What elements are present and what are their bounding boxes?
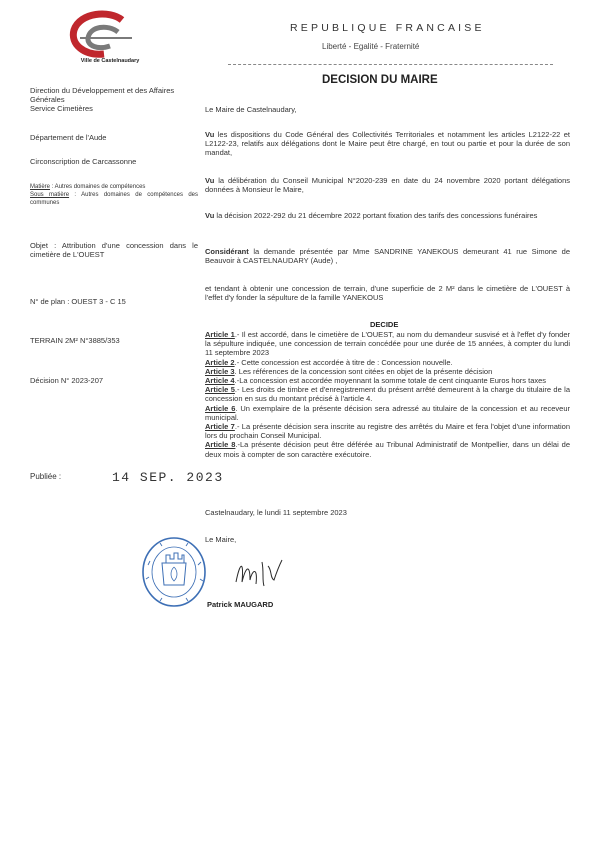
considerant-label: Considérant [205, 247, 249, 256]
article-label: Article 6 [205, 403, 236, 413]
article-label: Article 8 [205, 440, 236, 450]
article-4 [205, 376, 570, 385]
article-text: .- Les droits de timbre et d'enregistrement du présent arrêté demeurent à la charge du titulaire de la concession en sus du montant précisé à l'article 4. [205, 385, 570, 404]
decision-number: Décision N° 2023-207 [30, 376, 104, 385]
article-label: Article 4 [205, 376, 235, 386]
article-label: Article 2 [205, 357, 235, 367]
matiere-text: : Autres domaines de compétences [50, 184, 146, 190]
article-5 [205, 385, 570, 403]
vu-label: Vu [205, 130, 215, 139]
republic-heading: REPUBLIQUE FRANCAISE [290, 22, 485, 34]
le-maire-line: Le Maire, [205, 535, 237, 544]
vu-text: la décision 2022-292 du 21 décembre 2022 portant fixation des tarifs des concessions funéraires [214, 211, 538, 220]
direction-text: Direction du Développement et des Affaires Générales [30, 86, 175, 104]
article-text: .-La présente décision peut être déférée au Tribunal Administratif de Montpellier, dans un délai de deux mois à compter de son caractère exécutoire. [205, 440, 570, 459]
vu-paragraph-2 [205, 176, 570, 194]
article-text: .-La concession est accordée moyennant la somme totale de cent cinquante Euros hors taxes [234, 376, 547, 386]
maire-line: Le Maire de Castelnaudary, [205, 105, 297, 114]
vu-text: les dispositions du Code Général des Collectivités Territoriales et notamment les articles L2122-22 et L2122-23, relatifs aux délégations dont le Maire peut être chargé, en tout ou partie et pour la durée de son mandat, [205, 130, 570, 158]
article-2 [205, 358, 570, 367]
vu-label: Vu [205, 176, 215, 185]
vu-paragraph-1 [205, 130, 570, 158]
article-text: . Les références de la concession sont citées en objet de la présente décision [234, 366, 493, 376]
article-label: Article 7 [205, 422, 235, 432]
considerant-text: la demande présentée par Mme SANDRINE YANEKOUS demeurant 41 rue Simone de Beauvoir à CASTELNAUDARY (Aude) , [205, 247, 570, 266]
matiere-label: Matière [30, 184, 51, 190]
document-title: DECISION DU MAIRE [322, 74, 438, 86]
header-divider [228, 64, 553, 65]
place-date-line: Castelnaudary, le lundi 11 septembre 2023 [205, 508, 347, 517]
circonscription-text: Circonscription de Carcassonne [30, 157, 137, 166]
plan-number: N° de plan : OUEST 3 - C 15 [30, 297, 126, 306]
article-6 [205, 404, 570, 422]
matiere-block [30, 184, 198, 192]
article-text: .- La présente décision sera inscrite au registre des arrêtés du Maire et fera l'objet d'une information lors du prochain Conseil Municipal. [205, 422, 570, 441]
article-8 [205, 440, 570, 458]
publie-date-stamp: 14 SEP. 2023 [112, 470, 224, 485]
tendant-paragraph: et tendant à obtenir une concession de terrain, d'une superficie de 2 M² dans le cimetière de L'OUEST à l'effet d'y fonder la sépulture de la famille YANEKOUS [205, 284, 570, 303]
sous-matiere-block [30, 192, 198, 207]
article-text: .- Cette concession est accordée à titre de : Concession nouvelle. [234, 357, 453, 367]
article-1 [205, 330, 570, 358]
articles-block [205, 330, 570, 459]
objet-text: Objet : Attribution d'une concession dans le cimetière de L'OUEST [30, 241, 198, 259]
logo-caption: Ville de Castelnaudary [80, 58, 140, 64]
vu-text: la délibération du Conseil Municipal N°2020-239 en date du 24 novembre 2020 portant délégations données à Monsieur le Maire, [205, 176, 570, 195]
service-text: Service Cimetières [30, 104, 93, 113]
seal-icon [140, 535, 208, 610]
mayor-signature [232, 552, 292, 592]
vu-label: Vu [205, 211, 215, 220]
decide-heading: DECIDE [370, 320, 399, 329]
article-text: .- Il est accordé, dans le cimetière de L'OUEST, au nom du demandeur susvisé et à l'effet d'y fonder la sépulture indiquée, une concession de terrain concédée pour une durée de 15 années, à compter du lundi 11 septembre 2023 [205, 330, 570, 358]
republic-motto: Liberté - Egalité - Fraternité [322, 42, 420, 51]
article-label: Article 5 [205, 385, 235, 395]
signer-name: Patrick MAUGARD [207, 600, 274, 609]
signature-icon [232, 552, 292, 592]
article-7 [205, 422, 570, 440]
article-text: . Un exemplaire de la présente décision sera adressé au titulaire de la concession et au receveur municipal. [205, 403, 570, 422]
sous-matiere-label: Sous matière [30, 192, 70, 198]
sous-matiere-text: : Autres domaines de compétences des communes [30, 192, 198, 206]
departement-text: Département de l'Aude [30, 133, 107, 142]
terrain-number: TERRAIN 2M² N°3885/353 [30, 336, 120, 345]
article-label: Article 3 [205, 366, 235, 376]
considerant-paragraph [205, 247, 570, 265]
municipal-seal [140, 535, 208, 610]
publie-label: Publiée : [30, 472, 62, 481]
vu-paragraph-3 [205, 211, 570, 220]
article-3 [205, 367, 570, 376]
article-label: Article 1 [205, 330, 235, 339]
